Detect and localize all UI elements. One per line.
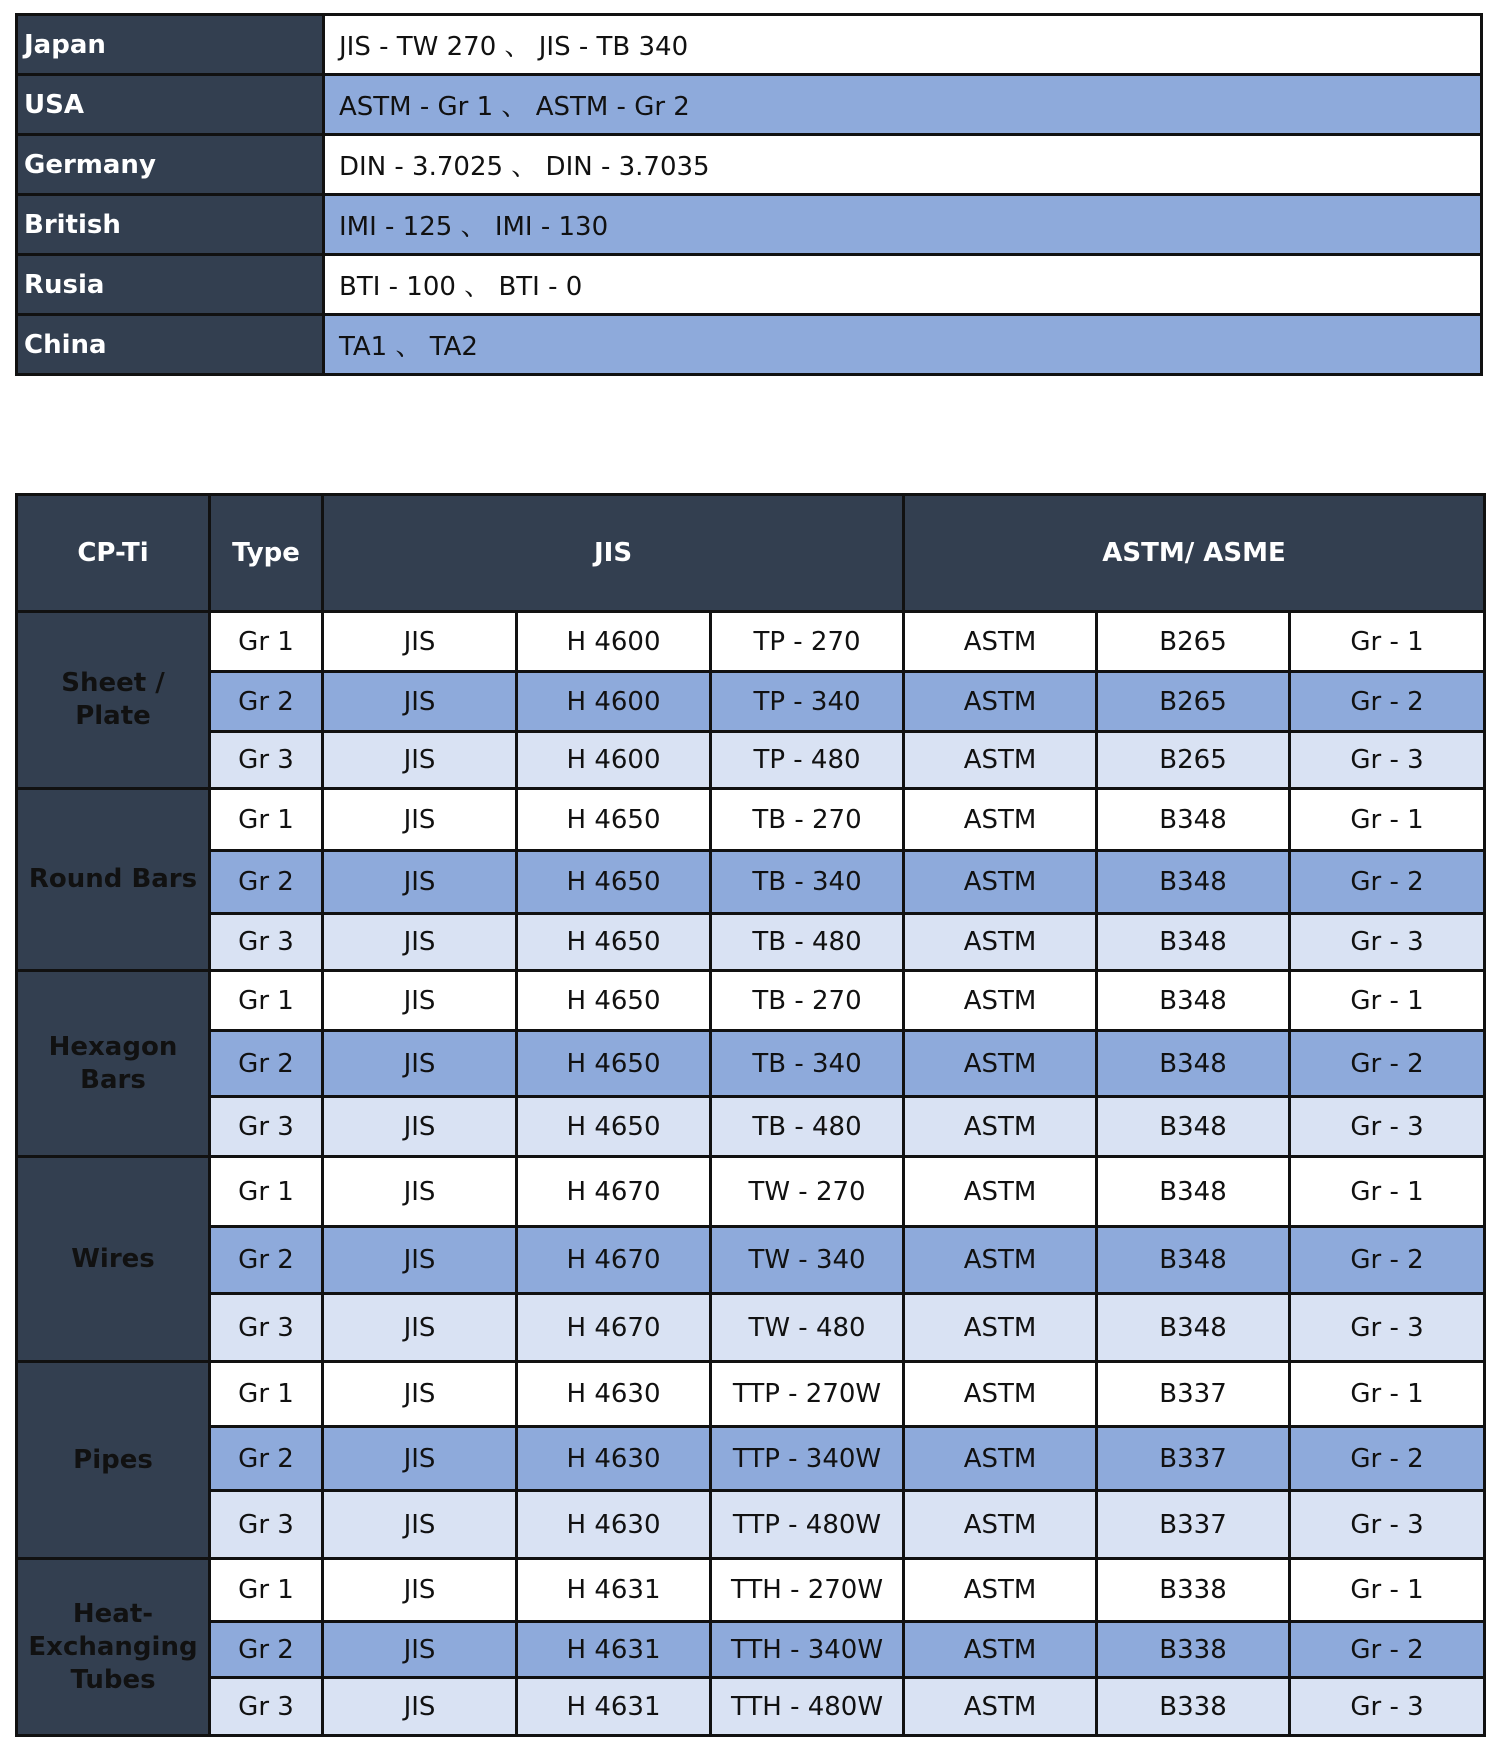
jis-number-cell: H 4670 bbox=[517, 1294, 711, 1362]
type-cell: Gr 1 bbox=[210, 971, 323, 1031]
astm-standard-cell: ASTM bbox=[904, 1227, 1097, 1294]
jis-standard-cell: JIS bbox=[323, 672, 517, 732]
jis-grade-cell: TB - 480 bbox=[711, 914, 904, 971]
astm-grade-cell: Gr - 2 bbox=[1290, 1622, 1485, 1678]
jis-standard-cell: JIS bbox=[323, 1097, 517, 1157]
astm-standard-cell: ASTM bbox=[904, 1157, 1097, 1227]
jis-grade-cell: TTH - 270W bbox=[711, 1559, 904, 1622]
jis-grade-cell: TB - 340 bbox=[711, 1031, 904, 1097]
astm-standard-cell: ASTM bbox=[904, 1097, 1097, 1157]
table-row bbox=[17, 1678, 1485, 1736]
type-cell: Gr 2 bbox=[210, 1427, 323, 1491]
country-label: Rusia bbox=[17, 255, 324, 315]
product-form-label bbox=[17, 1157, 210, 1362]
table-row bbox=[17, 612, 1485, 672]
header-cp-ti: CP-Ti bbox=[17, 495, 210, 612]
astm-standard-cell: ASTM bbox=[904, 672, 1097, 732]
table-row bbox=[17, 1157, 1485, 1227]
astm-grade-cell: Gr - 3 bbox=[1290, 1097, 1485, 1157]
standard-codes: TA1 、 TA2 bbox=[324, 315, 1482, 375]
type-cell: Gr 2 bbox=[210, 1031, 323, 1097]
country-label: China bbox=[17, 315, 324, 375]
astm-grade-cell: Gr - 3 bbox=[1290, 914, 1485, 971]
astm-grade-cell: Gr - 3 bbox=[1290, 1294, 1485, 1362]
astm-standard-cell: ASTM bbox=[904, 851, 1097, 914]
jis-number-cell: H 4650 bbox=[517, 914, 711, 971]
jis-standard-cell: JIS bbox=[323, 1227, 517, 1294]
standards-row bbox=[17, 255, 1482, 315]
jis-grade-cell: TB - 340 bbox=[711, 851, 904, 914]
product-form-label bbox=[17, 971, 210, 1157]
standard-codes: ASTM - Gr 1 、 ASTM - Gr 2 bbox=[324, 75, 1482, 135]
table-row bbox=[17, 1491, 1485, 1559]
country-label: Japan bbox=[17, 15, 324, 75]
jis-number-cell: H 4631 bbox=[517, 1559, 711, 1622]
astm-number-cell: B338 bbox=[1097, 1622, 1290, 1678]
astm-standard-cell: ASTM bbox=[904, 1031, 1097, 1097]
jis-grade-cell: TB - 270 bbox=[711, 789, 904, 851]
jis-number-cell: H 4650 bbox=[517, 1097, 711, 1157]
standard-codes: BTI - 100 、 BTI - 0 bbox=[324, 255, 1482, 315]
type-cell: Gr 3 bbox=[210, 914, 323, 971]
type-cell: Gr 2 bbox=[210, 1227, 323, 1294]
type-cell: Gr 2 bbox=[210, 1622, 323, 1678]
jis-standard-cell: JIS bbox=[323, 1622, 517, 1678]
astm-grade-cell: Gr - 2 bbox=[1290, 1227, 1485, 1294]
jis-standard-cell: JIS bbox=[323, 1157, 517, 1227]
jis-grade-cell: TTH - 340W bbox=[711, 1622, 904, 1678]
standards-row bbox=[17, 15, 1482, 75]
jis-number-cell: H 4631 bbox=[517, 1622, 711, 1678]
astm-number-cell: B337 bbox=[1097, 1491, 1290, 1559]
jis-grade-cell: TB - 270 bbox=[711, 971, 904, 1031]
astm-grade-cell: Gr - 1 bbox=[1290, 789, 1485, 851]
astm-grade-cell: Gr - 3 bbox=[1290, 1491, 1485, 1559]
astm-number-cell: B338 bbox=[1097, 1559, 1290, 1622]
table-row bbox=[17, 851, 1485, 914]
astm-grade-cell: Gr - 2 bbox=[1290, 672, 1485, 732]
jis-standard-cell: JIS bbox=[323, 1491, 517, 1559]
astm-standard-cell: ASTM bbox=[904, 1362, 1097, 1427]
type-cell: Gr 1 bbox=[210, 1559, 323, 1622]
table-row bbox=[17, 971, 1485, 1031]
type-cell: Gr 1 bbox=[210, 1362, 323, 1427]
type-cell: Gr 3 bbox=[210, 1678, 323, 1736]
jis-standard-cell: JIS bbox=[323, 1362, 517, 1427]
jis-standard-cell: JIS bbox=[323, 971, 517, 1031]
product-form-label-line: Round Bars bbox=[28, 864, 198, 894]
header-jis: JIS bbox=[323, 495, 904, 612]
astm-standard-cell: ASTM bbox=[904, 1678, 1097, 1736]
product-form-label bbox=[17, 1362, 210, 1559]
type-cell: Gr 1 bbox=[210, 1157, 323, 1227]
table-row bbox=[17, 1362, 1485, 1427]
country-label: Germany bbox=[17, 135, 324, 195]
product-form-label bbox=[17, 612, 210, 789]
standards-row bbox=[17, 135, 1482, 195]
country-label: British bbox=[17, 195, 324, 255]
jis-grade-cell: TP - 480 bbox=[711, 732, 904, 789]
product-form-label bbox=[17, 1559, 210, 1736]
jis-number-cell: H 4630 bbox=[517, 1491, 711, 1559]
standards-table-body bbox=[17, 15, 1482, 375]
product-form-label-line: Plate bbox=[75, 701, 151, 731]
jis-grade-cell: TB - 480 bbox=[711, 1097, 904, 1157]
astm-standard-cell: ASTM bbox=[904, 732, 1097, 789]
table-row bbox=[17, 914, 1485, 971]
product-form-label-line: Bars bbox=[80, 1064, 146, 1095]
astm-standard-cell: ASTM bbox=[904, 1491, 1097, 1559]
jis-standard-cell: JIS bbox=[323, 851, 517, 914]
astm-number-cell: B265 bbox=[1097, 672, 1290, 732]
jis-standard-cell: JIS bbox=[323, 789, 517, 851]
astm-number-cell: B348 bbox=[1097, 1031, 1290, 1097]
standard-codes: IMI - 125 、 IMI - 130 bbox=[324, 195, 1482, 255]
astm-standard-cell: ASTM bbox=[904, 914, 1097, 971]
jis-standard-cell: JIS bbox=[323, 1678, 517, 1736]
table-row bbox=[17, 1227, 1485, 1294]
astm-standard-cell: ASTM bbox=[904, 1622, 1097, 1678]
jis-standard-cell: JIS bbox=[323, 1427, 517, 1491]
astm-number-cell: B348 bbox=[1097, 789, 1290, 851]
astm-number-cell: B348 bbox=[1097, 1097, 1290, 1157]
table-row bbox=[17, 1427, 1485, 1491]
cp-ti-grades-table bbox=[15, 493, 1486, 1737]
jis-grade-cell: TP - 340 bbox=[711, 672, 904, 732]
product-form-label-line: Sheet / bbox=[61, 668, 165, 698]
jis-standard-cell: JIS bbox=[323, 1031, 517, 1097]
product-form-label bbox=[17, 789, 210, 971]
type-cell: Gr 2 bbox=[210, 672, 323, 732]
jis-number-cell: H 4631 bbox=[517, 1678, 711, 1736]
product-form-label-line: Exchanging bbox=[28, 1631, 198, 1662]
product-form-label-line: Hexagon bbox=[48, 1031, 178, 1062]
astm-grade-cell: Gr - 2 bbox=[1290, 851, 1485, 914]
product-form-label-line: Wires bbox=[71, 1243, 155, 1274]
table-row bbox=[17, 789, 1485, 851]
product-form-label-line: Tubes bbox=[70, 1664, 156, 1695]
jis-grade-cell: TTH - 480W bbox=[711, 1678, 904, 1736]
jis-number-cell: H 4600 bbox=[517, 612, 711, 672]
jis-grade-cell: TTP - 480W bbox=[711, 1491, 904, 1559]
grades-table-header-row bbox=[17, 495, 1485, 612]
astm-standard-cell: ASTM bbox=[904, 1427, 1097, 1491]
grades-table-body bbox=[17, 612, 1485, 1736]
table-row bbox=[17, 1097, 1485, 1157]
astm-number-cell: B348 bbox=[1097, 1294, 1290, 1362]
standards-by-country-table bbox=[15, 13, 1483, 376]
jis-standard-cell: JIS bbox=[323, 1559, 517, 1622]
jis-number-cell: H 4670 bbox=[517, 1227, 711, 1294]
table-row bbox=[17, 1622, 1485, 1678]
jis-grade-cell: TP - 270 bbox=[711, 612, 904, 672]
astm-number-cell: B337 bbox=[1097, 1362, 1290, 1427]
astm-standard-cell: ASTM bbox=[904, 789, 1097, 851]
astm-grade-cell: Gr - 3 bbox=[1290, 1678, 1485, 1736]
header-astm-asme: ASTM/ ASME bbox=[904, 495, 1485, 612]
jis-grade-cell: TW - 480 bbox=[711, 1294, 904, 1362]
astm-number-cell: B337 bbox=[1097, 1427, 1290, 1491]
standard-codes: DIN - 3.7025 、 DIN - 3.7035 bbox=[324, 135, 1482, 195]
jis-number-cell: H 4650 bbox=[517, 851, 711, 914]
jis-number-cell: H 4600 bbox=[517, 732, 711, 789]
jis-grade-cell: TW - 270 bbox=[711, 1157, 904, 1227]
table-row bbox=[17, 1031, 1485, 1097]
type-cell: Gr 3 bbox=[210, 1294, 323, 1362]
country-label: USA bbox=[17, 75, 324, 135]
jis-number-cell: H 4650 bbox=[517, 971, 711, 1031]
jis-standard-cell: JIS bbox=[323, 914, 517, 971]
astm-grade-cell: Gr - 1 bbox=[1290, 1362, 1485, 1427]
astm-number-cell: B265 bbox=[1097, 732, 1290, 789]
jis-number-cell: H 4650 bbox=[517, 1031, 711, 1097]
astm-number-cell: B348 bbox=[1097, 1227, 1290, 1294]
astm-number-cell: B348 bbox=[1097, 1157, 1290, 1227]
jis-standard-cell: JIS bbox=[323, 1294, 517, 1362]
astm-number-cell: B338 bbox=[1097, 1678, 1290, 1736]
jis-standard-cell: JIS bbox=[323, 732, 517, 789]
astm-grade-cell: Gr - 1 bbox=[1290, 612, 1485, 672]
table-row bbox=[17, 672, 1485, 732]
jis-grade-cell: TTP - 340W bbox=[711, 1427, 904, 1491]
astm-grade-cell: Gr - 3 bbox=[1290, 732, 1485, 789]
jis-grade-cell: TTP - 270W bbox=[711, 1362, 904, 1427]
astm-standard-cell: ASTM bbox=[904, 1294, 1097, 1362]
product-form-label-line: Heat- bbox=[72, 1598, 154, 1629]
table-row bbox=[17, 1559, 1485, 1622]
jis-standard-cell: JIS bbox=[323, 612, 517, 672]
jis-number-cell: H 4670 bbox=[517, 1157, 711, 1227]
astm-standard-cell: ASTM bbox=[904, 612, 1097, 672]
standard-codes: JIS - TW 270 、 JIS - TB 340 bbox=[324, 15, 1482, 75]
header-type: Type bbox=[210, 495, 323, 612]
jis-number-cell: H 4630 bbox=[517, 1427, 711, 1491]
astm-number-cell: B265 bbox=[1097, 612, 1290, 672]
product-form-label-line: Pipes bbox=[73, 1444, 153, 1475]
astm-grade-cell: Gr - 1 bbox=[1290, 971, 1485, 1031]
type-cell: Gr 3 bbox=[210, 1491, 323, 1559]
standards-row bbox=[17, 315, 1482, 375]
astm-grade-cell: Gr - 1 bbox=[1290, 1157, 1485, 1227]
astm-grade-cell: Gr - 1 bbox=[1290, 1559, 1485, 1622]
type-cell: Gr 2 bbox=[210, 851, 323, 914]
type-cell: Gr 3 bbox=[210, 1097, 323, 1157]
type-cell: Gr 1 bbox=[210, 612, 323, 672]
jis-number-cell: H 4650 bbox=[517, 789, 711, 851]
astm-grade-cell: Gr - 2 bbox=[1290, 1031, 1485, 1097]
type-cell: Gr 3 bbox=[210, 732, 323, 789]
astm-number-cell: B348 bbox=[1097, 914, 1290, 971]
jis-number-cell: H 4630 bbox=[517, 1362, 711, 1427]
astm-number-cell: B348 bbox=[1097, 851, 1290, 914]
astm-standard-cell: ASTM bbox=[904, 1559, 1097, 1622]
standards-row bbox=[17, 75, 1482, 135]
type-cell: Gr 1 bbox=[210, 789, 323, 851]
astm-grade-cell: Gr - 2 bbox=[1290, 1427, 1485, 1491]
jis-number-cell: H 4600 bbox=[517, 672, 711, 732]
jis-grade-cell: TW - 340 bbox=[711, 1227, 904, 1294]
table-row bbox=[17, 732, 1485, 789]
table-row bbox=[17, 1294, 1485, 1362]
standards-row bbox=[17, 195, 1482, 255]
astm-number-cell: B348 bbox=[1097, 971, 1290, 1031]
astm-standard-cell: ASTM bbox=[904, 971, 1097, 1031]
